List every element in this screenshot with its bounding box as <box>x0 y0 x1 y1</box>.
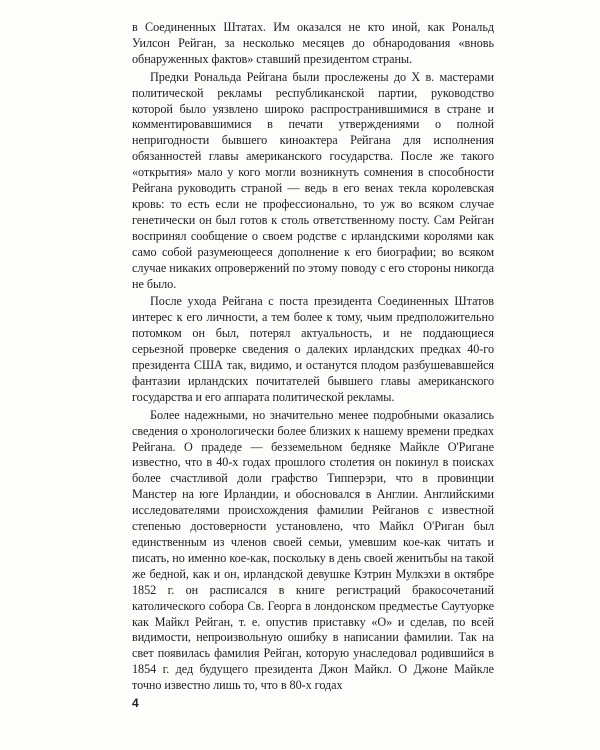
page-number: 4 <box>132 696 139 710</box>
paragraph-2: Предки Рональда Рейгана были прослежены до X в. мастерами политической рекламы республиканской партии, руководство которой было уязвлено широко распространившимися в стране и комментировавшимися в печати утверждениями о полной непригодности бывшего киноактера Рейгана для исполнения обязанностей главы американского государства. После же такого «открытия» мало у кого могли возникнуть сомнения в способности Рейгана руководить страной — ведь в его венах текла королевская кровь: то есть если не профессионально, то уж во всяком случае генетически он был готов к столь ответственному посту. Сам Рейган воспринял сообщение о своем родстве с ирландскими королями как само собой разумеющееся дополнение к его биографии; во всяком случае никаких опровержений по этому поводу с его стороны никогда не было. <box>132 69 494 291</box>
paragraph-3: После ухода Рейгана с поста президента Соединенных Штатов интерес к его личности, а тем более к тому, чьим предположительно потомком он был, потерял актуальность, и не поддающиеся серьезной проверке сведения о далеких ирландских предках 40-го президента США так, видимо, и останутся плодом разбушевавшейся фантазии ирландских почитателей бывшего главы американского государства и его аппарата политической рекламы. <box>132 294 494 404</box>
paragraph-4: Более надежными, но значительно менее подробными оказались сведения о хронологически более близких к нашему времени предках Рейгана. О прадеде — безземельном бедняке Майкле О'Ригане известно, что в 40-х годах прошлого столетия он покинул в поисках более счастливой доли графство Типперэри, что в провинции Манстер на юге Ирландии, и обосновался в Англии. Английскими исследователями происхождения фамилии Рейганов с известной степенью достоверности установлено, что Майкл О'Риган был единственным из членов своей семьи, умевшим кое-как читать и писать, но именно кое-как, поскольку в день своей женитьбы на такой же бедной, как и он, ирландской девушке Кэтрин Мулкэхи в октябре 1852 г. он расписался в книге регистраций бракосочетаний католического собора Св. Георга в лондонском предместье Саутуорке как Майкл Рейган, т. е. опустив приставку «О» и сделав, по всей видимости, непроизвольную ошибку в написании фамилии. Так на свет появилась фамилия Рейган, которую унаследовал родившийся в 1854 г. дед будущего президента Джон Майкл. О Джоне Майкле точно известно лишь то, что в 80-х годах <box>132 407 494 693</box>
paragraph-1: в Соединенных Штатах. Им оказался не кто иной, как Рональд Уилсон Рейган, за несколько месяцев до обнародования «вновь обнаруженных фактов» ставший президентом страны. <box>132 20 494 66</box>
body-text <box>132 20 494 694</box>
